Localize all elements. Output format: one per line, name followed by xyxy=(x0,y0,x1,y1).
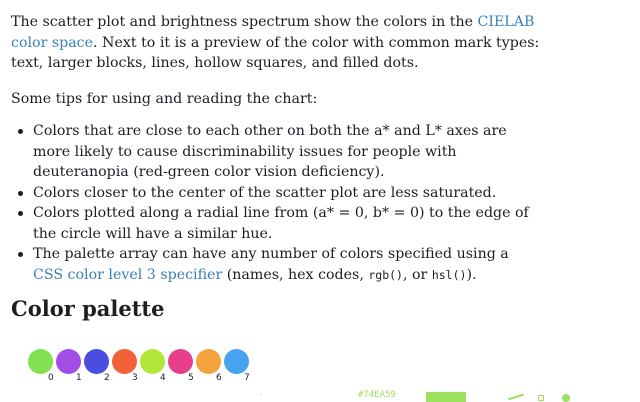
list-item: Colors closer to the center of the scatter plot are less saturated. xyxy=(33,183,533,204)
palette-swatch-5[interactable] xyxy=(168,349,193,374)
preview-text-sample: · xyxy=(260,392,262,399)
palette-swatch-6[interactable] xyxy=(196,349,221,374)
preview-hex-label: #74EA59 xyxy=(358,390,396,400)
section-title: Color palette xyxy=(11,296,165,321)
css-color-spec-link[interactable]: CSS color level 3 specifier xyxy=(33,266,223,283)
list-item: Colors that are close to each other on both the a* and L* axes are more likely to cause discriminability issues for people with deuteranopia (red-green color vision deficiency). xyxy=(33,121,533,183)
palette-swatch-0[interactable] xyxy=(28,349,53,374)
palette-swatch-3[interactable] xyxy=(112,349,137,374)
intro-text: The scatter plot and brightness spectrum show the colors in the xyxy=(11,14,478,30)
palette-index-label: 0 xyxy=(48,373,54,383)
list-item: Colors plotted along a radial line from (a* = 0, b* = 0) to the edge of the circle will have a similar hue. xyxy=(33,203,533,244)
preview-hollow-square-mark xyxy=(538,395,544,401)
tips-heading: Some tips for using and reading the chart: xyxy=(11,91,318,107)
palette-swatch-1[interactable] xyxy=(56,349,81,374)
palette-index-label: 3 xyxy=(132,373,138,383)
tip4-text: The palette array can have any number of colors specified using a xyxy=(33,246,509,262)
preview-block xyxy=(426,392,466,402)
palette-index-label: 1 xyxy=(76,373,82,383)
palette-swatch-4[interactable] xyxy=(140,349,165,374)
list-item xyxy=(33,244,533,285)
palette-index-label: 5 xyxy=(188,373,194,383)
palette-index-label: 4 xyxy=(160,373,166,383)
intro-text-end: . Next to it is a preview of the color with common mark types: text, larger blocks, lines, hollow squares, and filled dots. xyxy=(11,34,540,71)
tips-list xyxy=(11,121,533,285)
palette-swatch-2[interactable] xyxy=(84,349,109,374)
hsl-code: hsl() xyxy=(431,267,467,282)
tip4-between: , or xyxy=(402,266,432,283)
palette-index-label: 6 xyxy=(216,373,222,383)
intro-paragraph xyxy=(11,12,551,74)
palette-swatches xyxy=(28,349,288,389)
rgb-code: rgb() xyxy=(368,267,403,282)
palette-index-label: 2 xyxy=(104,373,110,383)
palette-index-label: 7 xyxy=(244,373,250,383)
cielab-link[interactable]: CIELAB color space xyxy=(11,14,535,51)
palette-swatch-7[interactable] xyxy=(224,349,249,374)
color-preview xyxy=(11,390,631,400)
preview-line-mark xyxy=(508,394,524,401)
tip4-middle: (names, hex codes, xyxy=(222,266,369,283)
preview-filled-dot-mark xyxy=(562,394,570,402)
tip4-after: ). xyxy=(466,266,477,283)
